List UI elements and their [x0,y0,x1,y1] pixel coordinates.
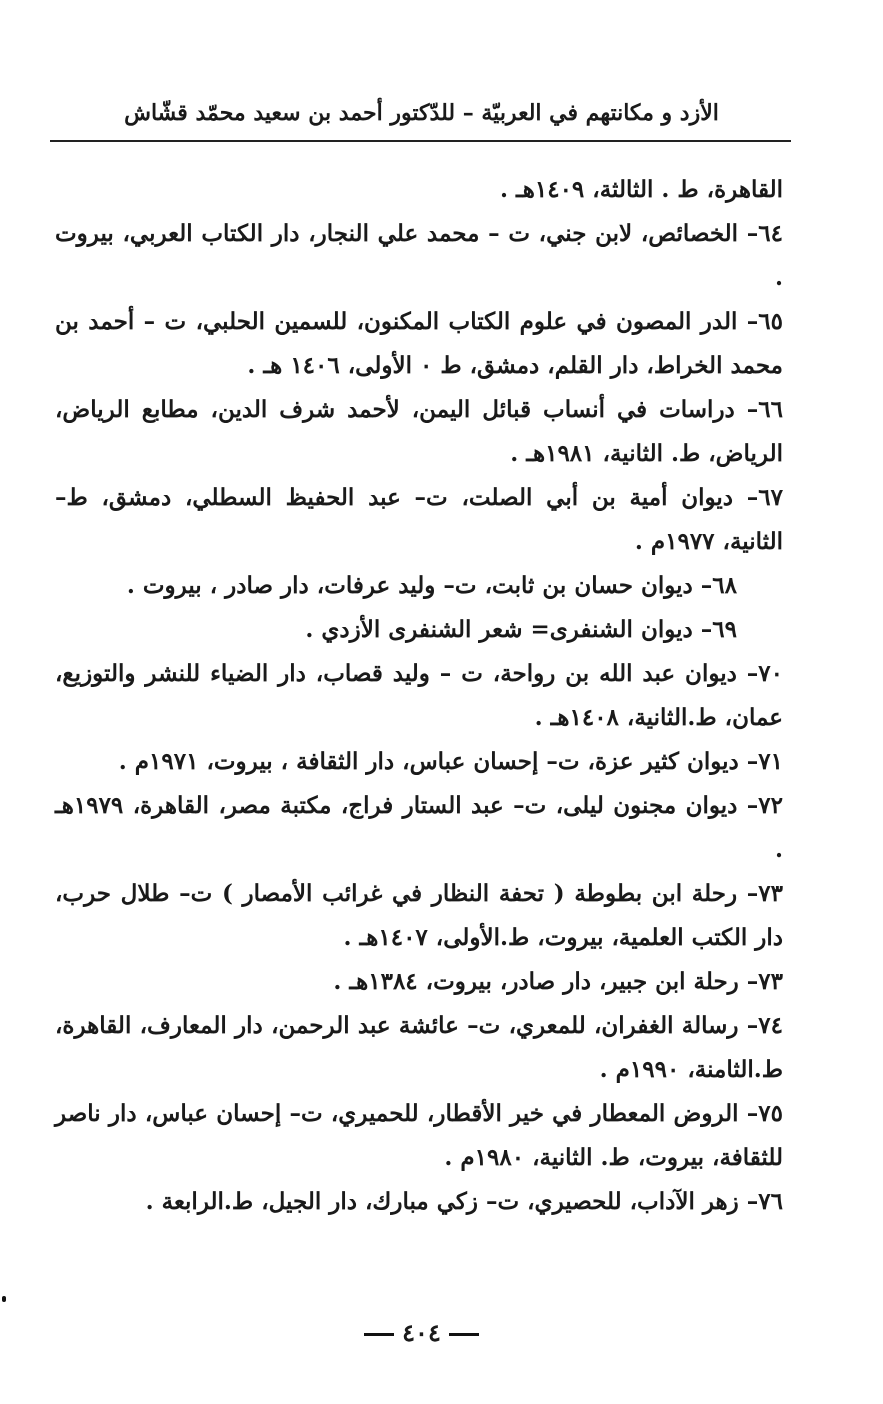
footer-dash [364,1333,394,1336]
header-divider [50,140,791,142]
page-number-footer [0,1318,843,1347]
bibliography-entry: ٧٣– رحلة ابن بطوطة ( تحفة النظار في غرائب الأمصار ) ت– طلال حرب، دار الكتب العلمية، بيروت، ط.الأولى، ١٤٠٧هـ . [55,880,783,951]
bibliography-entry: ٦٩– ديوان الشنفرى= شعر الشنفرى الأزدي . [305,616,737,643]
bibliography-list [55,168,783,1224]
bibliography-entry: ٧٠– ديوان عبد الله بن رواحة، ت – وليد قصاب، دار الضياء للنشر والتوزيع، عمان، ط.الثانية، ١٤٠٨هـ . [55,660,783,731]
bibliography-entry: ٧١– ديوان كثير عزة، ت– إحسان عباس، دار الثقافة ، بيروت، ١٩٧١م . [118,748,783,775]
bibliography-entry: ٦٦– دراسات في أنساب قبائل اليمن، لأحمد شرف الدين، مطابع الرياض، الرياض، ط. الثانية، ١٩٨١هـ . [55,396,783,467]
bibliography-entry: القاهرة، ط . الثالثة، ١٤٠٩هـ . [499,176,783,203]
page-number: ٤٠٤ [402,1318,441,1347]
bibliography-entry: ٧٦– زهر الآداب، للحصيري، ت– زكي مبارك، دار الجيل، ط.الرابعة . [145,1188,783,1215]
bibliography-entry: ٦٧– ديوان أمية بن أبي الصلت، ت– عبد الحفيظ السطلي، دمشق، ط– الثانية، ١٩٧٧م . [55,484,783,555]
scan-margin-mark [2,1296,6,1302]
bibliography-entry: ٧٥– الروض المعطار في خير الأقطار، للحميري، ت– إحسان عباس، دار ناصر للثقافة، بيروت، ط. الثانية، ١٩٨٠م . [55,1100,783,1171]
bibliography-entry: ٧٣– رحلة ابن جبير، دار صادر، بيروت، ١٣٨٤هـ . [333,968,783,995]
bibliography-entry: ٧٢– ديوان مجنون ليلى، ت– عبد الستار فراج، مكتبة مصر، القاهرة، ١٩٧٩هـ . [55,792,783,863]
bibliography-entry: ٦٨– ديوان حسان بن ثابت، ت– وليد عرفات، دار صادر ، بيروت . [126,572,737,599]
bibliography-entry: ٦٥– الدر المصون في علوم الكتاب المكنون، للسمين الحلبي، ت – أحمد بن محمد الخراط، دار القلم، دمشق، ط ٠ الأولى، ١٤٠٦ هـ . [55,308,783,379]
bibliography-entry: ٧٤– رسالة الغفران، للمعري، ت– عائشة عبد الرحمن، دار المعارف، القاهرة، ط.الثامنة، ١٩٩٠م . [55,1012,783,1083]
bibliography-entry: ٦٤– الخصائص، لابن جني، ت – محمد علي النجار، دار الكتاب العربي، بيروت . [55,220,783,291]
footer-dash [449,1333,479,1336]
running-header: الأزد و مكانتهم في العربيّة – للدّكتور أحمد بن سعيد محمّد قشّاش [124,100,719,126]
